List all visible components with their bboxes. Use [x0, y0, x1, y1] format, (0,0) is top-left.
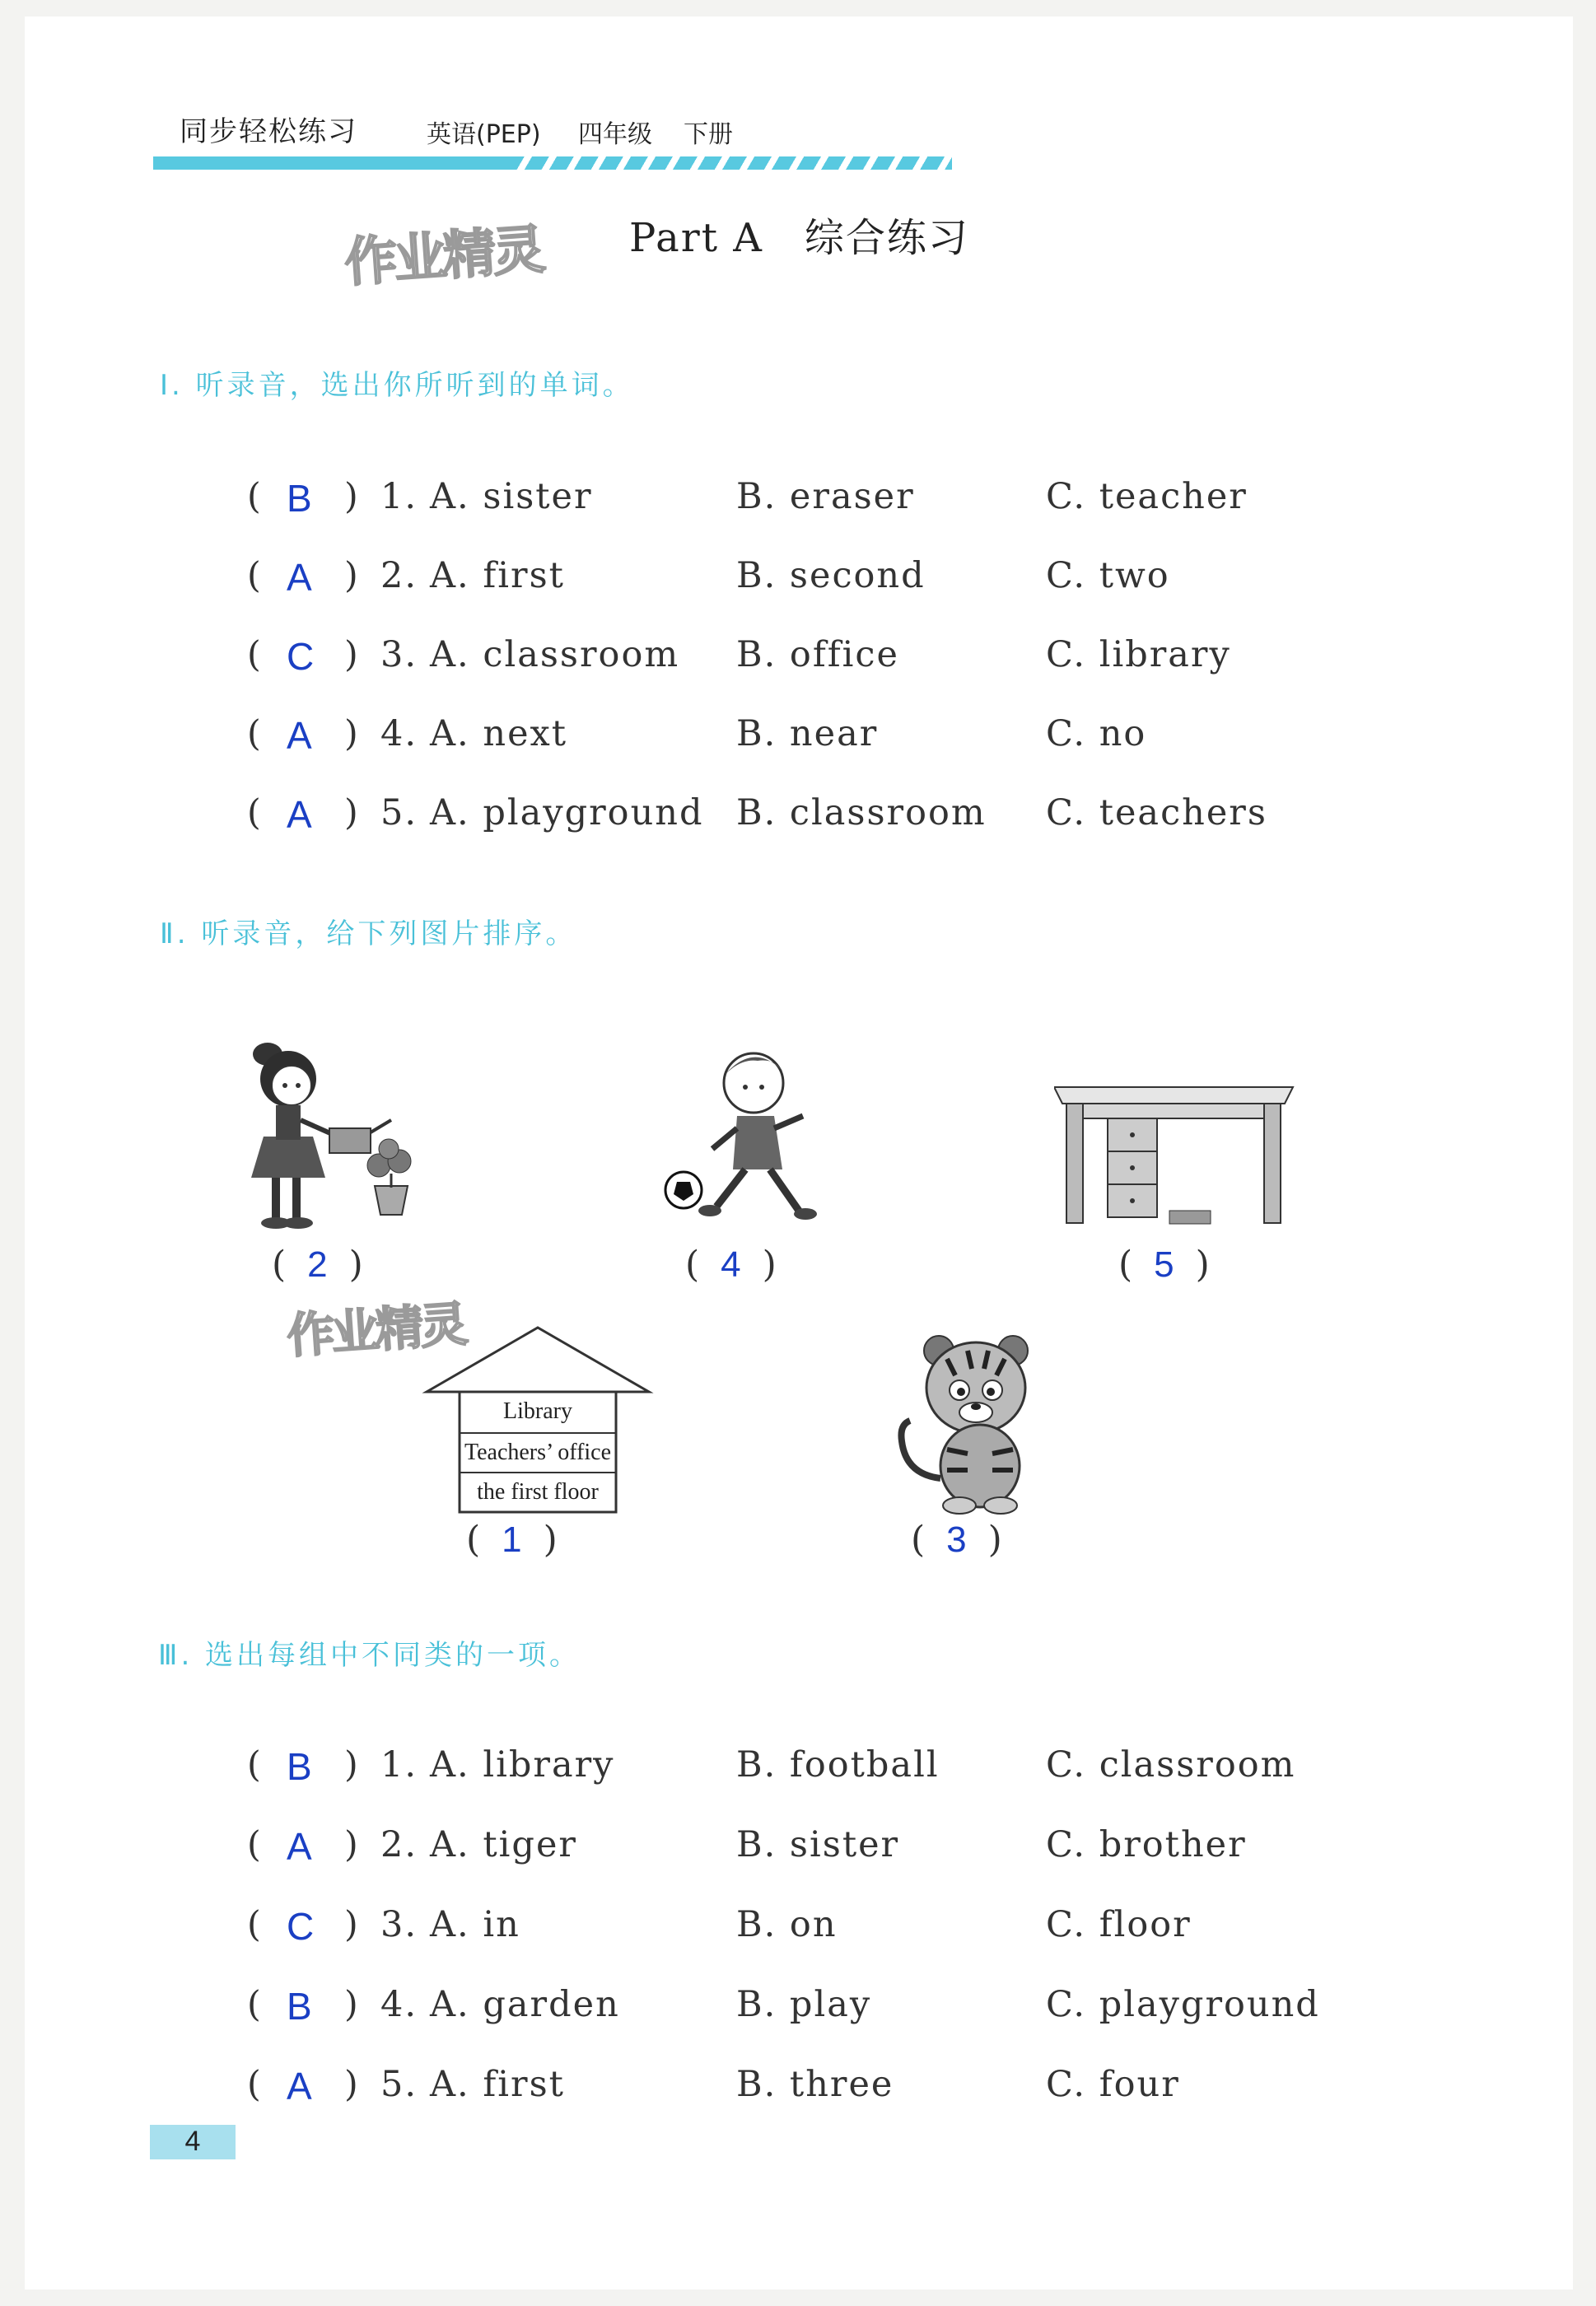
option-a: A. library	[430, 1744, 615, 1786]
option-b: B. office	[736, 634, 899, 675]
option-a: A. sister	[430, 476, 593, 517]
tiger-icon	[889, 1318, 1071, 1515]
option-c: C. floor	[1046, 1904, 1192, 1945]
volume-label: 下册	[684, 120, 733, 149]
option-c: C. playground	[1046, 1984, 1320, 2025]
floor-label: the first floor	[477, 1479, 599, 1505]
page-number: 4	[150, 2125, 236, 2159]
option-a: A. first	[430, 2064, 565, 2105]
option-b: B. eraser	[736, 476, 915, 517]
desk-icon	[1054, 1071, 1301, 1235]
option-b: B. three	[736, 2064, 894, 2105]
section3-heading: Ⅲ. 选出每组中不同类的一项。	[158, 1639, 581, 1672]
part-title: Part A 综合练习	[629, 215, 969, 261]
answer-mark: B	[287, 1745, 314, 1788]
option-a: A. garden	[430, 1984, 620, 2025]
subject-label: 英语(PEP)	[427, 120, 541, 149]
watermark-logo: 作业精灵	[343, 219, 544, 295]
workbook-page: 同步轻松练习 英语(PEP) 四年级 下册 作业精灵 Part A 综合练习 Ⅰ. 听录音，选出你所听到的单词。 ( B ) 1. A. sister B. eraser C. teacher ( A ) 2. A. first B. second C. two ( C ) 3. A. classroom B. office C. library ( A ) 4. A. next B. near C. no ( A ) 5. A. playground B. classroom C. teachers Ⅱ. 听录音，给下列图片排序。 ( 2 ) ( 4 ) ( 5 ) 作业精灵 Library Teachers’ office the first floor ( 1 ) ( 3 ) Ⅲ. 选出每组中不同类的一项。 ( B ) 1. A. library B. football C. classroom ( A ) 2. A. tiger B. sister C. brother ( C ) 3. A. in B. on C. floor ( B ) 4. A. garden B. play C. playground ( A ) 5. A. first B. three C. four 4	[25, 16, 1573, 2290]
option-c: C. library	[1046, 634, 1231, 675]
answer-mark: A	[287, 556, 314, 599]
option-c: C. brother	[1046, 1824, 1247, 1865]
answer-mark: A	[287, 2065, 314, 2108]
girl-watering-flowers-icon	[231, 1013, 428, 1252]
option-b: B. second	[736, 555, 926, 596]
option-b: B. play	[736, 1984, 872, 2025]
answer-mark: A	[287, 714, 314, 757]
option-c: C. teachers	[1046, 792, 1267, 833]
option-c: C. classroom	[1046, 1744, 1296, 1786]
answer-mark: 3	[946, 1519, 967, 1560]
answer-mark: 4	[721, 1244, 741, 1285]
floor-label: Library	[503, 1398, 572, 1424]
answer-mark: C	[287, 635, 316, 678]
option-a: A. classroom	[430, 634, 680, 675]
option-c: C. teacher	[1046, 476, 1248, 517]
answer-mark: 2	[307, 1244, 328, 1285]
header-bar	[153, 156, 507, 170]
option-b: B. on	[736, 1904, 838, 1945]
option-c: C. two	[1046, 555, 1170, 596]
boy-kicking-football-icon	[659, 1038, 840, 1244]
floor-label: Teachers’ office	[464, 1440, 612, 1465]
picture-order-label: ( 5 )	[1118, 1244, 1210, 1286]
picture-order-label: ( 3 )	[911, 1519, 1002, 1561]
school-building-icon	[418, 1318, 657, 1515]
answer-mark: B	[287, 1985, 314, 2028]
option-b: B. classroom	[736, 792, 987, 833]
section1-heading: Ⅰ. 听录音，选出你所听到的单词。	[160, 369, 634, 402]
answer-mark: 1	[502, 1519, 522, 1560]
answer-mark: A	[287, 1825, 314, 1868]
section2-heading: Ⅱ. 听录音，给下列图片排序。	[160, 917, 577, 950]
option-b: B. football	[736, 1744, 940, 1786]
answer-mark: C	[287, 1905, 316, 1948]
watermark-logo: 作业精灵	[285, 1295, 467, 1365]
option-b: B. sister	[736, 1824, 900, 1865]
picture-order-label: ( 4 )	[685, 1244, 777, 1286]
option-a: A. in	[430, 1904, 520, 1945]
option-a: A. playground	[430, 792, 704, 833]
answer-mark: 5	[1154, 1244, 1174, 1285]
option-a: A. next	[430, 713, 568, 754]
option-a: A. first	[430, 555, 565, 596]
option-a: A. tiger	[430, 1824, 577, 1865]
header-bar-stripes	[507, 156, 952, 170]
option-c: C. four	[1046, 2064, 1180, 2105]
series-title: 同步轻松练习	[180, 115, 357, 148]
answer-mark: A	[287, 793, 314, 836]
option-c: C. no	[1046, 713, 1147, 754]
picture-order-label: ( 1 )	[466, 1519, 558, 1561]
option-b: B. near	[736, 713, 879, 754]
answer-mark: B	[287, 477, 314, 520]
picture-order-label: ( 2 )	[272, 1244, 363, 1286]
grade-label: 四年级	[578, 120, 652, 149]
